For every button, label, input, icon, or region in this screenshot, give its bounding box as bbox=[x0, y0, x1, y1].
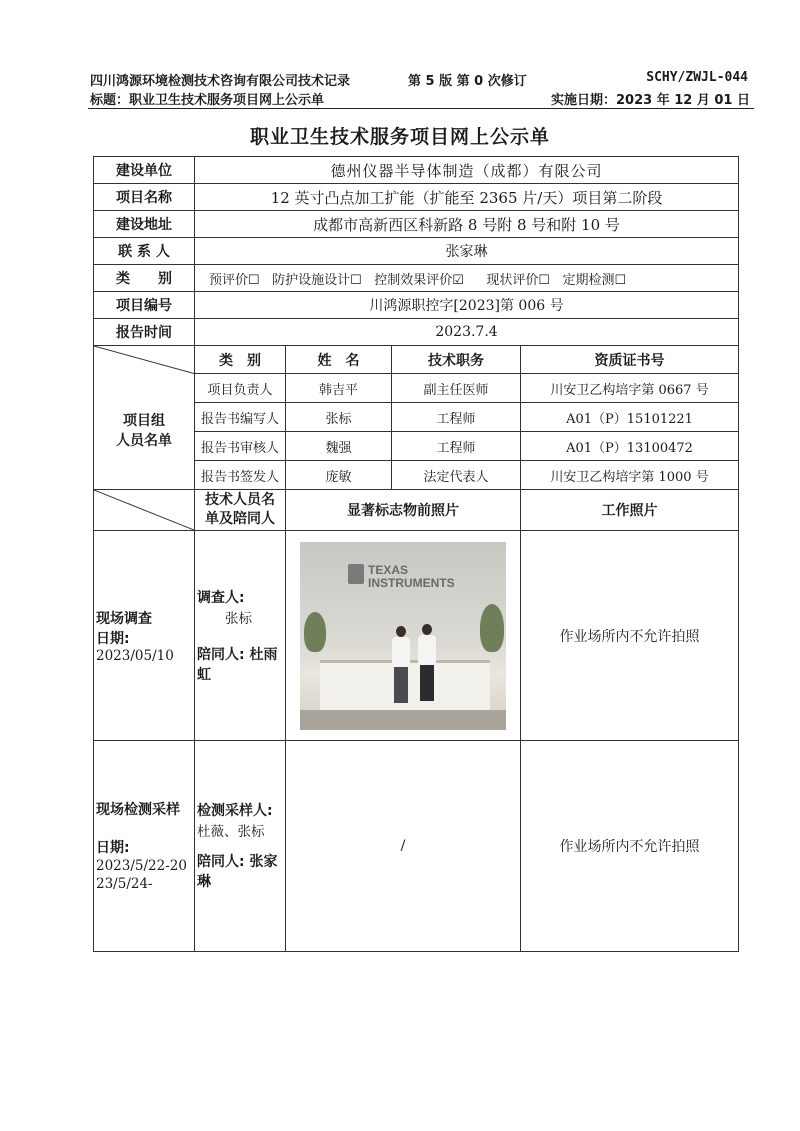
diagonal-line bbox=[94, 346, 194, 374]
page-title: 职业卫生技术服务项目网上公示单 bbox=[249, 126, 550, 148]
team-header-name: 姓 名 bbox=[286, 346, 392, 374]
photo-logo-line1: TEXAS bbox=[368, 562, 409, 577]
survey-companion: 陪同人: 杜雨虹 bbox=[197, 646, 278, 683]
disclosure-table bbox=[93, 156, 739, 952]
sampling-date-label: 日期: bbox=[96, 840, 130, 856]
sampling-work-note: 作业场所内不允许拍照 bbox=[521, 741, 739, 952]
member-title: 工程师 bbox=[392, 432, 521, 461]
team-header-cert: 资质证书号 bbox=[521, 346, 739, 374]
member-title: 工程师 bbox=[392, 403, 521, 432]
number-label: 项目编号 bbox=[94, 292, 195, 319]
project-label: 项目名称 bbox=[94, 184, 195, 211]
address-value: 成都市高新西区科新路 8 号附 8 号和附 10 号 bbox=[195, 211, 739, 238]
plant-right bbox=[480, 604, 504, 652]
member-title: 法定代表人 bbox=[392, 461, 521, 490]
implementation-date: 实施日期：2023 年 12 月 01 日 bbox=[551, 93, 750, 108]
sampler-label: 检测采样人: bbox=[197, 803, 273, 819]
member-name: 魏强 bbox=[286, 432, 392, 461]
investigator-name: 张标 bbox=[225, 610, 252, 627]
member-role: 报告书编写人 bbox=[195, 403, 286, 432]
row-address bbox=[94, 211, 739, 238]
person-right bbox=[418, 624, 436, 701]
team-group-label: 项目组 人员名单 bbox=[94, 374, 195, 490]
version-label: 第 5 版 第 0 次修订 bbox=[408, 74, 527, 89]
project-value: 12 英寸凸点加工扩能（扩能至 2365 片/天）项目第二阶段 bbox=[195, 184, 739, 211]
sampling-landmark-cell: / bbox=[286, 741, 521, 952]
row-unit bbox=[94, 157, 739, 184]
sampling-companion: 陪同人: 张家琳 bbox=[197, 854, 278, 890]
option-control-effect: 控制效果评价☑ bbox=[374, 272, 464, 288]
diagonal-line bbox=[94, 490, 194, 530]
photo-header-landmark: 显著标志物前照片 bbox=[286, 490, 521, 531]
option-protection-design: 防护设施设计☐ bbox=[272, 272, 362, 288]
sampling-label-cell bbox=[94, 741, 195, 952]
report-time-value: 2023.7.4 bbox=[195, 319, 739, 346]
team-row bbox=[94, 374, 739, 403]
sampling-staff-cell bbox=[195, 741, 286, 952]
survey-work-note: 作业场所内不允许拍照 bbox=[521, 531, 739, 741]
option-periodic-detection: 定期检测☐ bbox=[562, 272, 627, 288]
survey-label: 现场调查 bbox=[96, 610, 152, 627]
option-pre-evaluation: 预评价☐ bbox=[209, 272, 260, 288]
member-role: 报告书审核人 bbox=[195, 432, 286, 461]
member-role: 报告书签发人 bbox=[195, 461, 286, 490]
document-code: SCHY/ZWJL-044 bbox=[646, 70, 748, 85]
contact-value: 张家琳 bbox=[195, 238, 739, 265]
floor bbox=[300, 710, 506, 730]
member-cert: 川安卫乙构培字第 1000 号 bbox=[521, 461, 739, 490]
plant-left bbox=[304, 612, 326, 652]
category-options bbox=[195, 265, 739, 292]
unit-value: 德州仪器半导体制造（成都）有限公司 bbox=[195, 157, 739, 184]
team-header-row bbox=[94, 346, 739, 374]
member-role: 项目负责人 bbox=[195, 374, 286, 403]
option-status-evaluation: 现状评价☐ bbox=[486, 272, 550, 288]
survey-date: 2023/05/10 bbox=[96, 647, 174, 664]
sampling-date: 2023/5/22-2023/5/24- bbox=[96, 858, 187, 892]
member-cert: A01（P）15101221 bbox=[521, 403, 739, 432]
landmark-photo bbox=[300, 542, 506, 730]
member-title: 副主任医师 bbox=[392, 374, 521, 403]
survey-staff-cell bbox=[195, 531, 286, 741]
survey-date-label: 日期: bbox=[96, 630, 130, 647]
document-subject: 标题：职业卫生技术服务项目网上公示单 bbox=[90, 93, 325, 108]
team-diagonal-cell bbox=[94, 346, 195, 374]
row-category bbox=[94, 265, 739, 292]
person-left bbox=[392, 626, 410, 703]
row-report-time bbox=[94, 319, 739, 346]
ti-logo-mark bbox=[348, 564, 364, 584]
unit-label: 建设单位 bbox=[94, 157, 195, 184]
member-name: 张标 bbox=[286, 403, 392, 432]
row-number bbox=[94, 292, 739, 319]
photo-diagonal-cell bbox=[94, 490, 195, 531]
photo-logo-line2: INSTRUMENTS bbox=[368, 575, 455, 590]
team-header-category: 类 别 bbox=[195, 346, 286, 374]
category-label: 类 别 bbox=[94, 265, 195, 292]
investigator-label: 调查人: bbox=[197, 589, 245, 606]
photo-logo bbox=[348, 564, 455, 590]
survey-label-cell bbox=[94, 531, 195, 741]
member-name: 韩吉平 bbox=[286, 374, 392, 403]
sampling-label: 现场检测采样 bbox=[96, 802, 180, 818]
member-cert: A01（P）13100472 bbox=[521, 432, 739, 461]
sampling-row bbox=[94, 741, 739, 952]
contact-label: 联 系 人 bbox=[94, 238, 195, 265]
row-project bbox=[94, 184, 739, 211]
sampler-names: 杜薇、张标 bbox=[197, 824, 265, 840]
survey-row bbox=[94, 531, 739, 741]
photo-header-row bbox=[94, 490, 739, 531]
member-name: 庞敏 bbox=[286, 461, 392, 490]
report-time-label: 报告时间 bbox=[94, 319, 195, 346]
team-header-title: 技术职务 bbox=[392, 346, 521, 374]
number-value: 川鸿源职控字[2023]第 006 号 bbox=[195, 292, 739, 319]
photo-header-staff: 技术人员名单及陪同人 bbox=[195, 490, 286, 531]
photo-header-work: 工作照片 bbox=[521, 490, 739, 531]
header-rule bbox=[88, 108, 754, 109]
member-cert: 川安卫乙构培字第 0667 号 bbox=[521, 374, 739, 403]
company-record-title: 四川鸿源环境检测技术咨询有限公司技术记录 bbox=[90, 74, 351, 89]
row-contact bbox=[94, 238, 739, 265]
address-label: 建设地址 bbox=[94, 211, 195, 238]
survey-landmark-cell bbox=[286, 531, 521, 741]
